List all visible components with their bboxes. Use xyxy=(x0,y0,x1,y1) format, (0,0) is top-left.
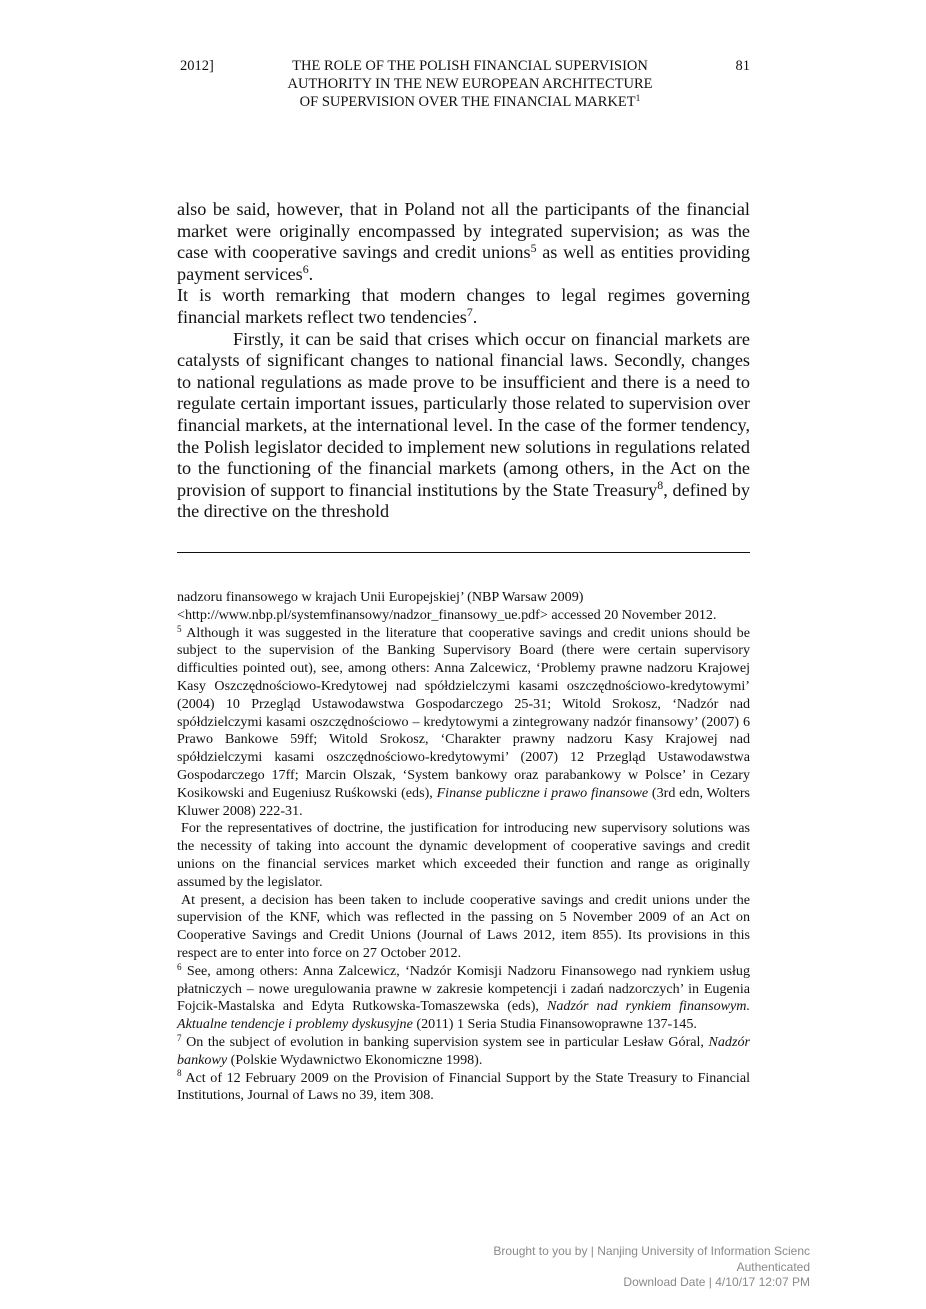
footnote-separator xyxy=(177,552,750,553)
body-paragraph xyxy=(177,285,750,328)
text-run: , defined by the directive on the threshold xyxy=(177,479,750,522)
header-title-line: AUTHORITY IN THE NEW EUROPEAN ARCHITECTURE xyxy=(287,76,653,92)
text-run: as well as entities providing payment services xyxy=(177,242,750,284)
text-run: Firstly, it can be said that crises which occur on financial markets are catalysts of significant changes to national financial laws. Secondly, changes to national regulations as made prove to be insufficient and there is a need to regulate certain important issues, particularly those related to supervision over financial markets, at the international level. In the case of the former tendency, the Polish legislator decided to implement new solutions in regulations related to the functioning of the financial markets (among others, in the Act on the provision of support to financial institutions by the State Treasury xyxy=(177,328,750,500)
footnote-continuation: nadzoru finansowego w krajach Unii Europejskiej’ (NBP Warsaw 2009) xyxy=(177,589,584,605)
running-header-title xyxy=(240,57,700,111)
running-header-year: 2012] xyxy=(180,58,214,74)
footnote-5 xyxy=(177,625,750,821)
text-run: On the subject of evolution in banking supervision system see in particular Lesław Góral, xyxy=(181,1033,709,1050)
page-number: 81 xyxy=(735,58,750,74)
footnote-mark: 7 xyxy=(466,305,473,320)
footnote-8 xyxy=(177,1070,750,1106)
footnote-mark: 6 xyxy=(302,262,309,277)
download-notice xyxy=(470,1244,810,1291)
italic-title: Nadzór bankowy xyxy=(177,1033,750,1068)
text-run: Act of 12 February 2009 on the Provision of Financial Support by the State Treasury to Financial Institutions, Journal of Laws no 39, item 308. xyxy=(177,1069,750,1104)
footnote-mark: 5 xyxy=(177,623,182,634)
footnote-6 xyxy=(177,963,750,1034)
body-paragraph xyxy=(177,199,750,285)
download-notice-line: Brought to you by | Nanjing University of Information Scienc xyxy=(493,1244,810,1258)
header-title-text: OF SUPERVISION OVER THE FINANCIAL MARKET xyxy=(299,94,636,110)
footnote-mark: 8 xyxy=(657,478,664,493)
text-run: (3rd edn, Wolters Kluwer 2008) 222-31. xyxy=(177,784,751,819)
header-title-line xyxy=(240,93,700,111)
header-title-line: THE ROLE OF THE POLISH FINANCIAL SUPERVISION xyxy=(292,58,648,74)
footnotes xyxy=(177,589,750,1105)
footnote-mark: 7 xyxy=(177,1032,182,1043)
footnote-mark: 5 xyxy=(530,240,537,255)
text-run: Although it was suggested in the literature that cooperative savings and credit unions should be subject to the supervision of the Banking Supervisory Board (there were certain supervisory difficulties pointed out), see, among others: Anna Zalcewicz, ‘Problemy prawne nadzoru Krajowej Kasy Oszczędnościowo-Kredytowej nad spółdzielczymi kasami oszczędnościowo-kredytowymi’ (2004) 10 Przegląd Ustawodawstwa Gospodarczego 25-31; Witold Srokosz, ‘Nadzór nad spółdzielczymi kasami oszczędnościowo – kredytowymi a zintegrowany nadzór finansowy’ (2007) 6 Prawo Bankowe 59ff; Witold Srokosz, ‘Charakter prawny nadzoru Kasy Krajowej nad spółdzielczymi kasami oszczędnościowo-kredytowymi’ (2007) 12 Przegląd Ustawodawstwa Gospodarczego 17ff; Marcin Olszak, ‘System bankowy oraz parabankowy w Polsce’ in Cezary Kosikowski and Eugeniusz Ruśkowski (eds), xyxy=(177,624,750,801)
italic-title: Finanse publiczne i prawo finansowe xyxy=(436,784,649,801)
text-run: also be said, however, that in Poland not all the participants of the financial market were originally encompassed by integrated supervision; as was the case with cooperative savings and credit unions xyxy=(177,199,750,263)
download-notice-line: Authenticated xyxy=(736,1259,810,1274)
text-run: It is worth remarking that modern changes to legal regimes governing financial markets reflect two tendencies xyxy=(177,285,750,327)
download-notice-line: Download Date | 4/10/17 12:07 PM xyxy=(623,1275,810,1289)
text-run: . xyxy=(308,263,314,284)
footnote-mark: 6 xyxy=(177,961,182,972)
footnote-mark: 8 xyxy=(177,1068,182,1079)
text-run: See, among others: Anna Zalcewicz, ‘Nadzór Komisji Nadzoru Finansowego nad rynkiem usług płatniczych – nowe uregulowania prawne w zakresie kompetencji i zadań nadzorczych’ in Eugenia Fojcik-Mastalska and Edyta Rutkowska-Tomaszewska (eds), xyxy=(177,962,750,1015)
text-run: (2011) 1 Seria Studia Finansowoprawne 137-145. xyxy=(412,1016,697,1033)
italic-title: Nadzór nad rynkiem finansowym. Aktualne tendencje i problemy dyskusyjne xyxy=(177,998,750,1033)
text-run: . xyxy=(472,306,478,327)
footnote-5-paragraph: For the representatives of doctrine, the justification for introducing new supervisory solutions was the necessity of taking into account the dynamic development of cooperative savings and credit unions on the financial services market which exceeded their function and range as originally assumed by the legislator. xyxy=(177,820,750,890)
body-text xyxy=(177,199,750,523)
footnote-7 xyxy=(177,1034,750,1070)
text-run: (Polskie Wydawnictwo Ekonomiczne 1998). xyxy=(227,1051,483,1068)
footnote-5-paragraph: At present, a decision has been taken to include cooperative savings and credit unions under the supervision of the KNF, which was reflected in the passing on 5 November 2009 of an Act on Cooperative Savings and Credit Unions (Journal of Laws 2012, item 855). Its provisions in this respect are to enter into force on 27 October 2012. xyxy=(177,891,750,961)
footnote-mark: 1 xyxy=(635,93,641,104)
body-paragraph xyxy=(177,329,750,523)
footnote-continuation: <http://www.nbp.pl/systemfinansowy/nadzor_finansowy_ue.pdf> accessed 20 November 2012. xyxy=(177,606,717,623)
